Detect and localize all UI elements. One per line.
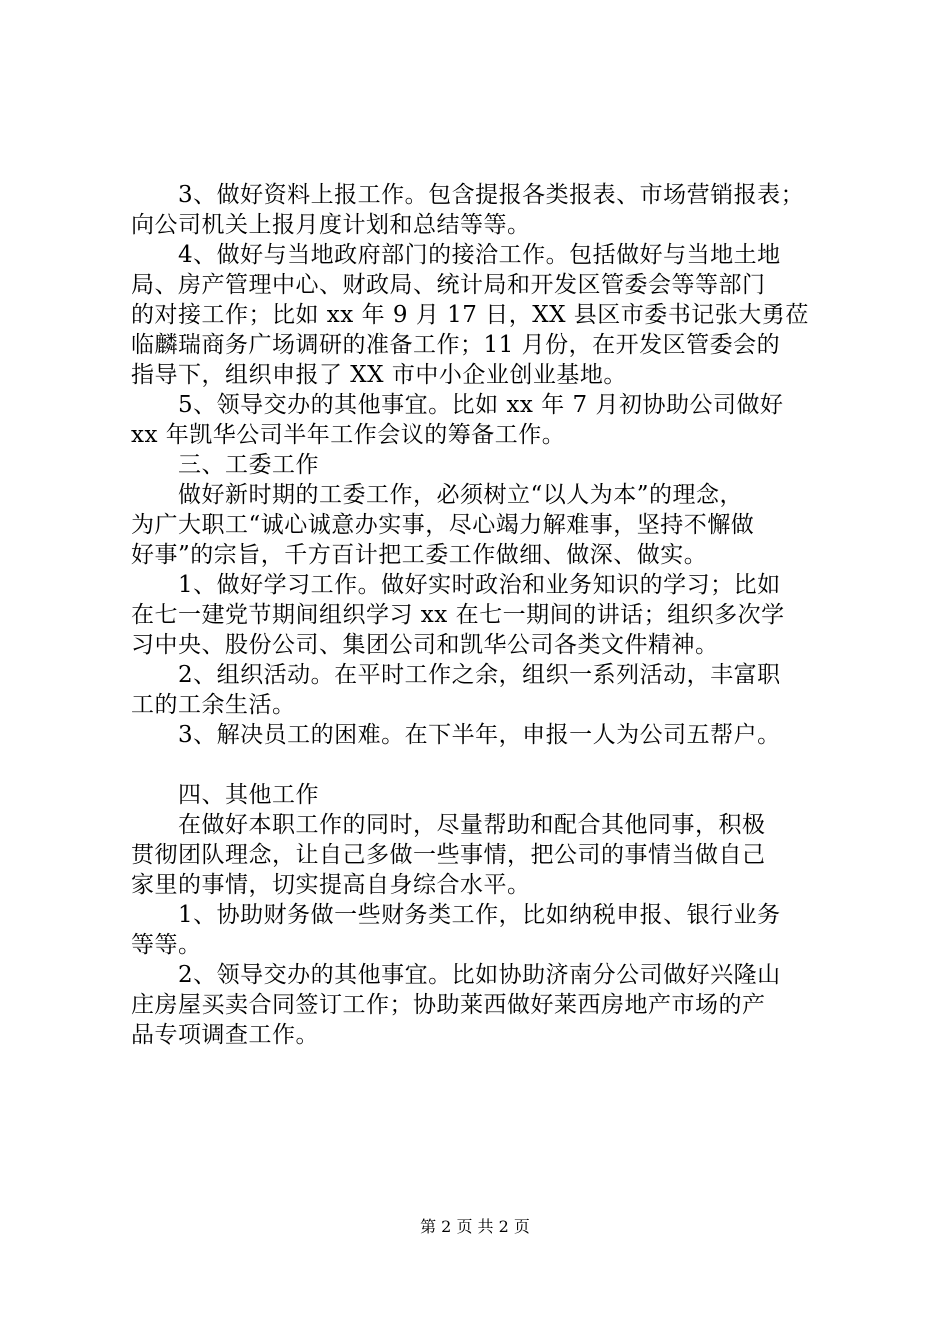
paragraph-line: 1、协助财务做一些财务类工作，比如纳税申报、银行业务	[178, 902, 781, 928]
paragraph-line: 工的工余生活。	[131, 692, 296, 718]
paragraph-line: 庄房屋买卖合同签订工作；协助莱西做好莱西房地产市场的产	[131, 992, 766, 1018]
paragraph-line: 家里的事情，切实提高自身综合水平。	[131, 872, 531, 898]
paragraph-line: 等等。	[131, 932, 202, 958]
section-heading: 三、工委工作	[178, 452, 319, 478]
paragraph-line: 临麟瑞商务广场调研的准备工作；11 月份，在开发区管委会的	[131, 332, 781, 358]
document-body	[131, 180, 831, 1050]
section-heading: 四、其他工作	[178, 782, 319, 808]
blank-line	[131, 750, 831, 780]
paragraph-line: 2、组织活动。在平时工作之余，组织一系列活动，丰富职	[178, 662, 781, 688]
paragraph-line: 在做好本职工作的同时，尽量帮助和配合其他同事，积极	[178, 812, 766, 838]
paragraph-line: 在七一建党节期间组织学习 xx 在七一期间的讲话；组织多次学	[131, 602, 785, 628]
paragraph-line: 好事”的宗旨，千方百计把工委工作做细、做深、做实。	[131, 542, 708, 568]
paragraph-line: 为广大职工“诚心诚意办实事，尽心竭力解难事，坚持不懈做	[131, 512, 755, 538]
paragraph-line: 习中央、股份公司、集团公司和凯华公司各类文件精神。	[131, 632, 719, 658]
paragraph-line: 1、做好学习工作。做好实时政治和业务知识的学习；比如	[178, 572, 781, 598]
paragraph-line: 局、房产管理中心、财政局、统计局和开发区管委会等等部门	[131, 272, 766, 298]
paragraph-line: 向公司机关上报月度计划和总结等等。	[131, 212, 531, 238]
page-footer: 第 2 页 共 2 页	[420, 1217, 530, 1236]
paragraph-line: 3、解决员工的困难。在下半年，申报一人为公司五帮户。	[178, 722, 781, 748]
paragraph-line: 指导下，组织申报了 XX 市中小企业创业基地。	[131, 362, 627, 388]
paragraph-line: 5、领导交办的其他事宜。比如 xx 年 7 月初协助公司做好	[178, 392, 784, 418]
paragraph-line: 3、做好资料上报工作。包含提报各类报表、市场营销报表；	[178, 182, 805, 208]
paragraph-line: 品专项调查工作。	[131, 1022, 319, 1048]
paragraph-line: 做好新时期的工委工作，必须树立“以人为本”的理念，	[178, 482, 744, 508]
paragraph-line: xx 年凯华公司半年工作会议的筹备工作。	[131, 422, 566, 448]
paragraph-line: 2、领导交办的其他事宜。比如协助济南分公司做好兴隆山	[178, 962, 781, 988]
paragraph-line: 4、做好与当地政府部门的接洽工作。包括做好与当地土地	[178, 242, 781, 268]
paragraph-line: 的对接工作；比如 xx 年 9 月 17 日，XX 县区市委书记张大勇莅	[131, 302, 809, 328]
paragraph-line: 贯彻团队理念，让自己多做一些事情，把公司的事情当做自己	[131, 842, 766, 868]
